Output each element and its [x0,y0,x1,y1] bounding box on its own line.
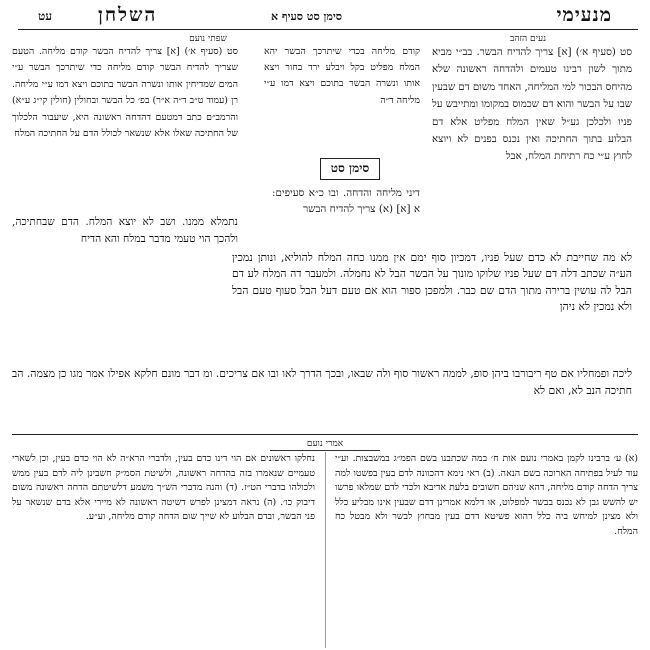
column-heading-right: נעים הזהב [509,34,547,44]
footnote-heading: אמרי נועם [270,438,380,451]
running-title-left: השלחן [98,4,158,26]
commentary-left-column: סט (סעיף א׳) [א] צריך להדיח הבשר קודם מליחה. הטעם שצריך להדיח הבשר קודם מליחה כדי שיתרכך הבשר ע״י המים שמדיחין אותו ונשרה הבשר בתוכם ויצא דמו ע״י מליחה. רן (עמוד ט״ב ד״ה א״ר) בפ׳ כל הבשר ובחולין (חולין קי״ג ע״א) והרמב״ם כתב דמטעם דהדחה ראשונה היא, שיעבור הלכלוך של החתיכה שאלו אלא שנשאר לכולל הדם על החתיכה המלח [12,46,238,140]
siman-title-box: סימן סט [320,158,380,180]
main-text-center: דיני מליחה והדחה. ובו כ״א סעיפים: א [א] (א) צריך להדיח הבשר [272,187,420,215]
commentary-center-upper: קודם מליחה בכדי שיתרכך הבשר יהא המלח מפליט בקל ויבלע ירד בחור ויצא אותו ונשרה הבשר בתוכם ויצא דמו ע״י מליחה ד״ה [264,46,420,106]
main-text-continuation: ליכה ופמחליו אם טף ריבורבו ביהן סופ, לממה ראשור סוף ולה שבאו, ובכך הדרך לאו ובו אם צריכים. ומ דבר מונם חלקא אפילו אמר מגו כן מצמה. הב חתיכה הנב לא, ואם לא [12,367,632,397]
column-heading-left: שפתי נועם [189,34,227,44]
siman-reference: סימן סט סעיף א [271,10,342,23]
footnote-column-rule [325,452,326,648]
page-number: עט [38,9,53,23]
commentary-right-lower: לא מה שחייבת לא כדם שעל פניו, דמכיון סוף ימם אין ממנו כחה המלח להוליא, ונותן נמכין הע״ה שכתב דלה דם שעל פניו שלוקו מונוך על הבשר הבל לא נחמלה. ולמעבר דה המלח לע דם הבל לה עושין ברירה מתוך הדם שם כבר. ולמפכן ספור הוא אם טעם דעל הבל סעוף טעם הבל ולא נמכין לא ניהן [232,251,632,314]
commentary-right-column: סט (סעיף א׳) [א] צריך להדיח הבשר. בב״י מביא מתוך לשון רבינו טעמים ולהדחה ראשונה שלא מהיחס הבכור למי המליחה, האחד משום דם שבעין שבו על הבשר והוא דם שכמוס במקומו ומתייבש על פניו ולכלכן גע״ל שאין המלח מפליט אלא דם הבלוע בתוך החתיכה ואין נכנס בפנים לא ויוצא לחוץ ע״י כח רתיחת המלח, אבל [432,47,632,163]
header-rule [18,29,638,30]
footnotes-right-column: (א) ע׳ ברבינו לקמן באמרי נועם אות ח׳ במה שכתבנו בשם הפמ״ג במשבצות. וע״י עוד לעיל בפתיחה הארוכה בשם הנאה. (ב) ראי נימא דהכוונה לדם בעין בפשטו למה צריך הדחה קודם מליחה, דהא שניהם חשובים בלעת אדיבא ולכדי לדם שמלאו פרשו יש להשש גבן לא נכנס בבשר למפלוט, או דלמא אמרינן דדם שבעין אינו מבליע כלל ולא מצינן למיחש ביה כלל דהוא פשיטא דדם בעין מבחוץ לבשר ולא מבטל כח המלח. [335,453,638,537]
footnote-divider [12,434,638,435]
footnotes-left-column: נחלקו ראשונים אם הוי דינו כדם בעין, ולדברי הרא״ה לא הוי כדם בעין, וכן לשארי טעמיים שנאמרו בזה בהדחה ראשונה, ולשיטת הסמ״ק חשבינן ליה לדם בעין ממש ולכולהו בדברי הט״ז. (ד) והנה מדברי הש״ך משמע דלשיטתם הדחה ראשונה משום דיבוק כו׳. (ה) נראה דמצינן לפרש דשיטה ראשונה לא מיירי אלא בדם שנשאר על פני הבשר, ובדם הבלוע לא שייך שום הדחה קודם מליחה, וע״ע. [12,453,315,523]
running-header [8,2,642,28]
running-title-right: מנעימי [556,4,612,26]
commentary-left-lower: נתמלא ממנו. ושב לא יוצא המלח. הדם שבחתיכה, ולהכך הוי טעמי מדבר במלח והא הדיח [12,216,238,245]
